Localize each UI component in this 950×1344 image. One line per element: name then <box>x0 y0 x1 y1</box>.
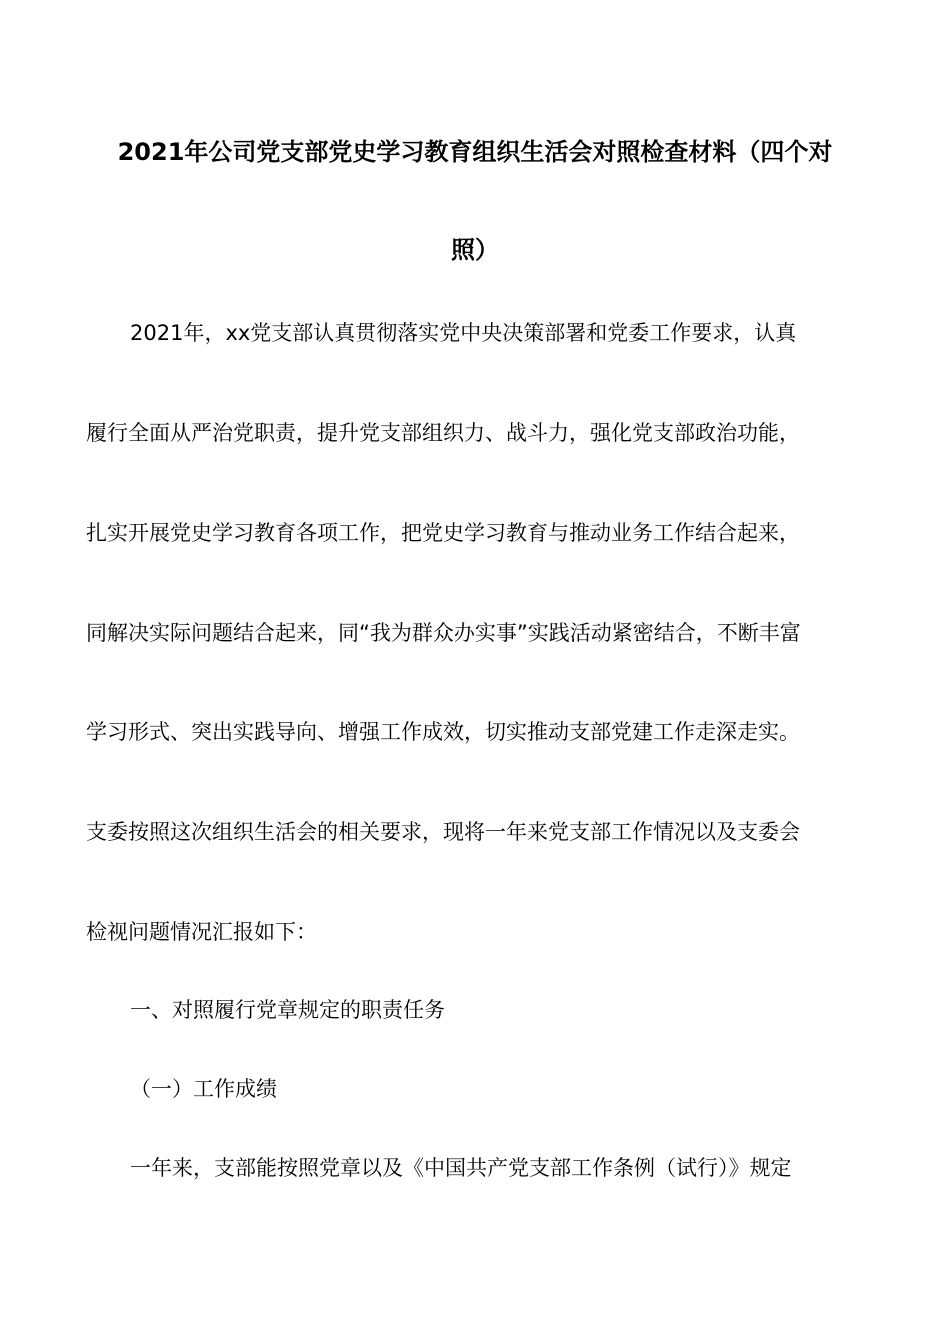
body-line: 支委按照这次组织生活会的相关要求，现将一年来党支部工作情况以及支委会 <box>86 820 800 844</box>
body-line: 一年来，支部能按照党章以及《中国共产党支部工作条例（试行）》规定 <box>130 1156 792 1180</box>
document-title-line-1: 2021年公司党支部党史学习教育组织生活会对照检查材料（四个对 <box>117 138 833 166</box>
body-line: 学习形式、突出实践导向、增强工作成效，切实推动支部党建工作走深走实。 <box>86 720 800 744</box>
body-line: 检视问题情况汇报如下： <box>86 920 317 944</box>
body-line: 扎实开展党史学习教育各项工作，把党史学习教育与推动业务工作结合起来， <box>86 521 800 545</box>
subsection-heading: （一）工作成绩 <box>130 1077 277 1101</box>
body-line: 履行全面从严治党职责，提升党支部组织力、战斗力，强化党支部政治功能， <box>86 421 800 445</box>
section-heading: 一、对照履行党章规定的职责任务 <box>130 998 445 1022</box>
body-line: 2021年，xx党支部认真贯彻落实党中央决策部署和党委工作要求，认真 <box>130 321 797 345</box>
document-title-line-2: 照） <box>451 236 499 264</box>
body-line: 同解决实际问题结合起来，同“我为群众办实事”实践活动紧密结合，不断丰富 <box>86 621 801 645</box>
